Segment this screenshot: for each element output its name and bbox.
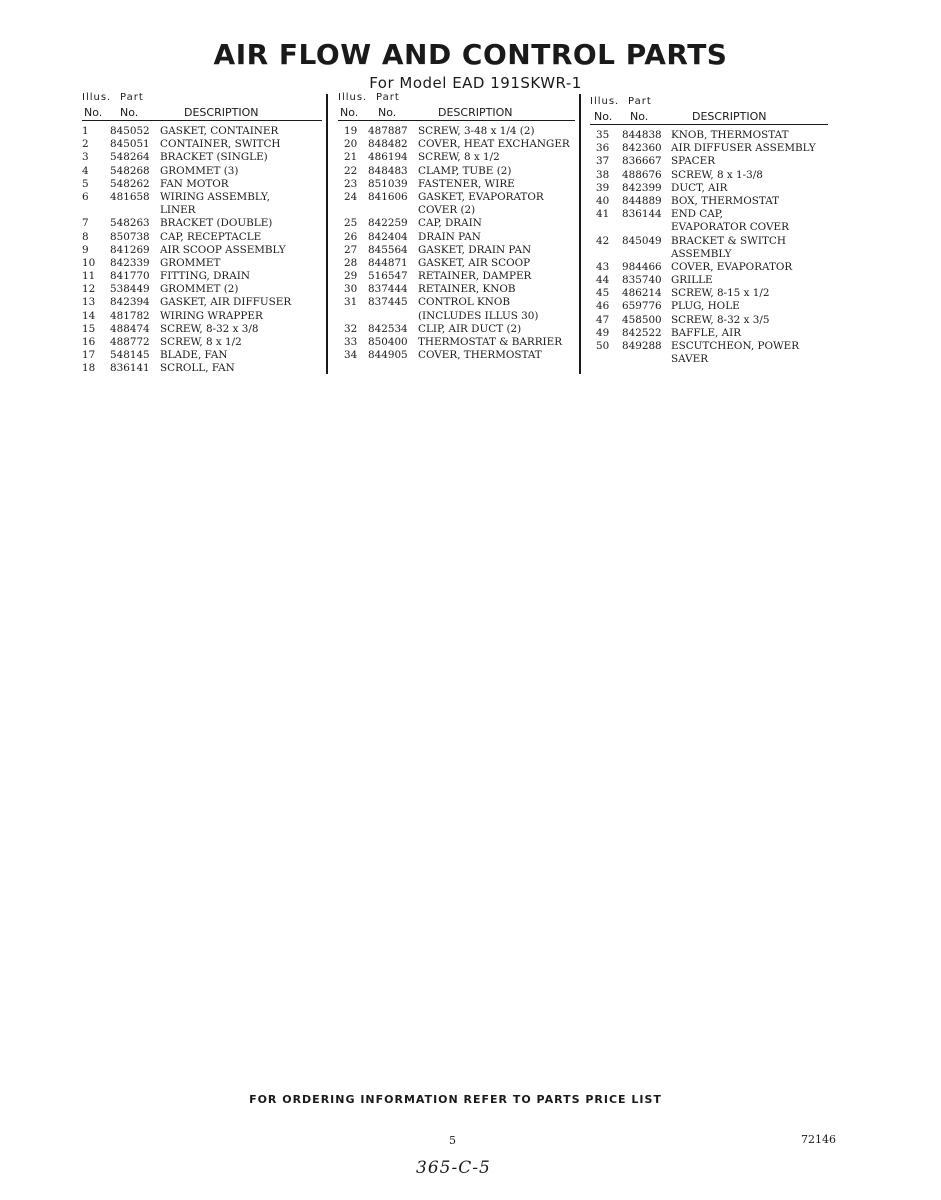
parts-rows — [82, 125, 322, 376]
part-description: THERMOSTAT & BARRIER — [418, 336, 563, 348]
part-description: RETAINER, DAMPER — [418, 270, 532, 283]
table-row — [82, 165, 322, 178]
model-subtitle: For Model EAD 191SKWR-1 — [369, 74, 582, 92]
column-divider — [579, 94, 581, 374]
table-row — [590, 195, 828, 208]
table-row — [590, 208, 828, 221]
part-number: 516547 — [368, 270, 408, 283]
part-description: PLUG, HOLE — [671, 300, 740, 313]
table-row — [82, 336, 322, 349]
table-row — [82, 125, 322, 138]
part-description: SAVER — [671, 353, 709, 366]
illus-number: 23 — [344, 177, 358, 190]
part-description: BRACKET (SINGLE) — [160, 151, 268, 164]
part-description: GRILLE — [671, 274, 713, 287]
table-row — [590, 287, 828, 300]
table-row — [338, 323, 575, 336]
table-row — [82, 178, 322, 191]
illus-number: 14 — [82, 309, 96, 322]
part-number: 848483 — [368, 164, 408, 177]
part-description: SCREW, 8 x 1-3/8 — [671, 168, 763, 181]
part-number: 488676 — [622, 168, 662, 181]
part-number: 850400 — [368, 336, 408, 348]
part-description: BOX, THERMOSTAT — [671, 194, 780, 207]
part-no-header: No. — [120, 106, 139, 119]
illus-header: Illus. — [82, 92, 112, 103]
part-description: DUCT, AIR — [671, 181, 728, 194]
part-description: LINER — [160, 204, 196, 217]
illus-number: 33 — [344, 336, 358, 348]
illus-number: 1 — [82, 125, 89, 137]
part-description: ASSEMBLY — [671, 247, 732, 260]
illus-number: 28 — [344, 256, 358, 269]
illus-number: 24 — [344, 190, 358, 203]
illus-header: Illus. — [590, 96, 620, 107]
table-row — [338, 283, 575, 296]
table-row — [82, 231, 322, 244]
illus-number: 40 — [596, 194, 610, 207]
part-number: 845564 — [368, 243, 408, 256]
column-header-top — [82, 92, 322, 104]
table-row — [338, 244, 575, 257]
part-number: 844889 — [622, 194, 662, 207]
part-number: 837445 — [368, 296, 408, 309]
ordering-info: FOR ORDERING INFORMATION REFER TO PARTS PRICE LIST — [249, 1093, 662, 1106]
part-description: CAP, RECEPTACLE — [160, 230, 262, 243]
illus-number: 41 — [596, 208, 610, 221]
part-description: BLADE, FAN — [160, 349, 228, 362]
part-header: Part — [376, 92, 400, 103]
part-header: Part — [120, 92, 144, 103]
illus-number: 15 — [82, 322, 96, 335]
part-number: 848482 — [368, 138, 408, 151]
part-number: 548262 — [110, 177, 150, 190]
part-number: 488474 — [110, 322, 150, 335]
illus-number: 32 — [344, 322, 358, 335]
part-description: ESCUTCHEON, POWER — [671, 340, 800, 352]
part-description: COVER (2) — [418, 204, 476, 217]
part-description: GASKET, EVAPORATOR — [418, 190, 544, 203]
table-row — [82, 217, 322, 230]
part-description: GASKET, DRAIN PAN — [418, 243, 532, 256]
part-number: 486194 — [368, 151, 408, 164]
part-number: 659776 — [622, 300, 662, 313]
illus-number: 34 — [344, 349, 358, 362]
part-number: 842259 — [368, 217, 408, 230]
illus-number: 43 — [596, 260, 610, 273]
part-header: Part — [628, 96, 652, 107]
table-row — [338, 151, 575, 164]
part-number: 548145 — [110, 349, 150, 362]
illus-number: 19 — [344, 125, 358, 137]
part-description: COVER, HEAT EXCHANGER — [418, 138, 570, 151]
part-number: 836144 — [622, 208, 662, 221]
table-row — [590, 314, 828, 327]
part-number: 841770 — [110, 270, 150, 283]
part-description: COVER, EVAPORATOR — [671, 260, 793, 273]
illus-no-header: No. — [340, 106, 359, 119]
part-description: SCREW, 8-32 x 3/5 — [671, 313, 770, 326]
part-description: CONTROL KNOB — [418, 296, 511, 309]
part-number: 984466 — [622, 260, 662, 273]
illus-number: 3 — [82, 151, 89, 164]
table-row — [338, 257, 575, 270]
part-description: AIR SCOOP ASSEMBLY — [160, 243, 286, 256]
column-header-bottom — [590, 108, 828, 125]
illus-number: 4 — [82, 164, 89, 177]
part-number: 841606 — [368, 190, 408, 203]
part-description: SCREW, 8 x 1/2 — [160, 336, 242, 348]
table-row — [590, 353, 828, 366]
parts-rows — [338, 125, 575, 362]
part-description: FASTENER, WIRE — [418, 177, 515, 190]
illus-number: 31 — [344, 296, 358, 309]
table-row — [82, 310, 322, 323]
part-description: SCREW, 8 x 1/2 — [418, 151, 500, 164]
part-description: FAN MOTOR — [160, 177, 229, 190]
illus-number: 36 — [596, 142, 610, 155]
part-description: CLIP, AIR DUCT (2) — [418, 322, 522, 335]
handwritten-note: 365-C-5 — [416, 1158, 491, 1178]
table-row — [82, 244, 322, 257]
illus-number: 12 — [82, 283, 96, 296]
table-row — [590, 327, 828, 340]
illus-number: 5 — [82, 177, 89, 190]
part-description: CONTAINER, SWITCH — [160, 138, 281, 151]
table-row — [590, 182, 828, 195]
part-description: SCREW, 8-15 x 1/2 — [671, 287, 770, 300]
part-number: 488772 — [110, 336, 150, 348]
illus-number: 27 — [344, 243, 358, 256]
part-description: BRACKET & SWITCH — [671, 234, 786, 247]
part-number: 842394 — [110, 296, 150, 309]
part-description: RETAINER, KNOB — [418, 283, 516, 296]
part-description: SCREW, 8-32 x 3/8 — [160, 322, 259, 335]
illus-number: 20 — [344, 138, 358, 151]
part-description: (INCLUDES ILLUS 30) — [418, 309, 539, 322]
parts-column-3 — [590, 96, 828, 366]
table-row — [82, 349, 322, 362]
table-row — [338, 217, 575, 230]
column-header-bottom — [338, 104, 575, 121]
illus-number: 26 — [344, 230, 358, 243]
part-number: 851039 — [368, 177, 408, 190]
illus-number: 49 — [596, 326, 610, 339]
part-number: 458500 — [622, 313, 662, 326]
illus-number: 9 — [82, 243, 89, 256]
table-row — [338, 336, 575, 349]
table-row — [338, 231, 575, 244]
part-number: 842404 — [368, 230, 408, 243]
illus-number: 44 — [596, 274, 610, 287]
part-description: SPACER — [671, 155, 716, 168]
part-description: SCREW, 3-48 x 1/4 (2) — [418, 125, 535, 137]
illus-number: 29 — [344, 270, 358, 283]
part-description: AIR DIFFUSER ASSEMBLY — [671, 142, 816, 155]
part-number: 538449 — [110, 283, 150, 296]
table-row — [590, 142, 828, 155]
illus-number: 35 — [596, 129, 610, 141]
parts-column-2 — [338, 92, 575, 362]
part-number: 845051 — [110, 138, 150, 151]
table-row — [82, 138, 322, 151]
table-row — [82, 270, 322, 283]
table-row — [82, 362, 322, 375]
illus-number: 50 — [596, 340, 610, 352]
illus-number: 22 — [344, 164, 358, 177]
table-row — [82, 323, 322, 336]
parts-column-1 — [82, 92, 322, 376]
illus-number: 16 — [82, 336, 96, 348]
part-number: 486214 — [622, 287, 662, 300]
part-number: 548263 — [110, 217, 150, 230]
table-row — [338, 191, 575, 204]
part-description: EVAPORATOR COVER — [671, 221, 789, 234]
part-number: 842522 — [622, 326, 662, 339]
part-number: 548268 — [110, 164, 150, 177]
illus-number: 7 — [82, 217, 89, 230]
part-number: 841269 — [110, 243, 150, 256]
description-header: DESCRIPTION — [438, 106, 513, 119]
table-row — [590, 248, 828, 261]
illus-number: 17 — [82, 349, 96, 362]
part-number: 487887 — [368, 125, 408, 137]
table-row — [82, 151, 322, 164]
illus-number: 38 — [596, 168, 610, 181]
part-description: BRACKET (DOUBLE) — [160, 217, 273, 230]
part-number: 850738 — [110, 230, 150, 243]
part-description: WIRING WRAPPER — [160, 309, 263, 322]
part-description: BAFFLE, AIR — [671, 326, 742, 339]
illus-no-header: No. — [594, 110, 613, 123]
part-description: COVER, THERMOSTAT — [418, 349, 542, 362]
part-description: DRAIN PAN — [418, 230, 481, 243]
part-description: GASKET, AIR DIFFUSER — [160, 296, 292, 309]
illus-number: 21 — [344, 151, 358, 164]
table-row — [82, 191, 322, 204]
part-number: 842360 — [622, 142, 662, 155]
part-number: 836141 — [110, 362, 150, 375]
document-number: 72146 — [801, 1133, 836, 1146]
table-row — [590, 274, 828, 287]
illus-header: Illus. — [338, 92, 368, 103]
column-header-top — [590, 96, 828, 108]
table-row — [338, 178, 575, 191]
part-number: 837444 — [368, 283, 408, 296]
part-number: 548264 — [110, 151, 150, 164]
parts-rows — [590, 129, 828, 366]
table-row — [82, 296, 322, 309]
illus-number: 25 — [344, 217, 358, 230]
part-description: GASKET, AIR SCOOP — [418, 256, 531, 269]
illus-number: 10 — [82, 256, 96, 269]
description-header: DESCRIPTION — [184, 106, 259, 119]
part-description: WIRING ASSEMBLY, — [160, 190, 270, 203]
part-description: KNOB, THERMOSTAT — [671, 129, 789, 141]
illus-number: 45 — [596, 287, 610, 300]
part-number: 844871 — [368, 256, 408, 269]
part-description: GROMMET — [160, 256, 221, 269]
table-row — [590, 235, 828, 248]
part-number: 849288 — [622, 340, 662, 352]
illus-number: 37 — [596, 155, 610, 168]
part-description: SCROLL, FAN — [160, 362, 235, 375]
table-row — [338, 138, 575, 151]
table-row — [590, 129, 828, 142]
illus-number: 6 — [82, 190, 89, 203]
part-description: GASKET, CONTAINER — [160, 125, 279, 137]
part-number: 836667 — [622, 155, 662, 168]
part-number: 481658 — [110, 190, 150, 203]
part-number: 845052 — [110, 125, 150, 137]
illus-number: 13 — [82, 296, 96, 309]
table-row — [590, 261, 828, 274]
page-title: AIR FLOW AND CONTROL PARTS — [213, 38, 728, 71]
table-row — [338, 310, 575, 323]
illus-number: 2 — [82, 138, 89, 151]
part-description: GROMMET (3) — [160, 164, 239, 177]
description-header: DESCRIPTION — [692, 110, 767, 123]
illus-number: 18 — [82, 362, 96, 375]
part-no-header: No. — [630, 110, 649, 123]
illus-number: 30 — [344, 283, 358, 296]
illus-no-header: No. — [84, 106, 103, 119]
column-divider — [326, 94, 328, 374]
part-number: 835740 — [622, 274, 662, 287]
table-row — [590, 155, 828, 168]
illus-number: 39 — [596, 181, 610, 194]
illus-number: 42 — [596, 234, 610, 247]
page-number: 5 — [449, 1134, 456, 1147]
table-row — [590, 300, 828, 313]
part-number: 844905 — [368, 349, 408, 362]
part-number: 845049 — [622, 234, 662, 247]
part-description: END CAP, — [671, 208, 723, 221]
table-row — [338, 165, 575, 178]
table-row — [82, 283, 322, 296]
table-row — [338, 349, 575, 362]
part-description: CLAMP, TUBE (2) — [418, 164, 512, 177]
part-description: CAP, DRAIN — [418, 217, 482, 230]
part-number: 842534 — [368, 322, 408, 335]
table-row — [590, 169, 828, 182]
column-header-top — [338, 92, 575, 104]
part-number: 842339 — [110, 256, 150, 269]
illus-number: 11 — [82, 270, 96, 283]
table-row — [338, 204, 575, 217]
part-description: GROMMET (2) — [160, 283, 239, 296]
part-number: 481782 — [110, 309, 150, 322]
part-description: FITTING, DRAIN — [160, 270, 250, 283]
part-number: 844838 — [622, 129, 662, 141]
table-row — [338, 125, 575, 138]
illus-number: 8 — [82, 230, 89, 243]
illus-number: 46 — [596, 300, 610, 313]
illus-number: 47 — [596, 313, 610, 326]
part-no-header: No. — [378, 106, 397, 119]
part-number: 842399 — [622, 181, 662, 194]
table-row — [590, 340, 828, 353]
table-row — [590, 221, 828, 234]
table-row — [338, 296, 575, 309]
table-row — [82, 204, 322, 217]
table-row — [338, 270, 575, 283]
table-row — [82, 257, 322, 270]
column-header-bottom — [82, 104, 322, 121]
